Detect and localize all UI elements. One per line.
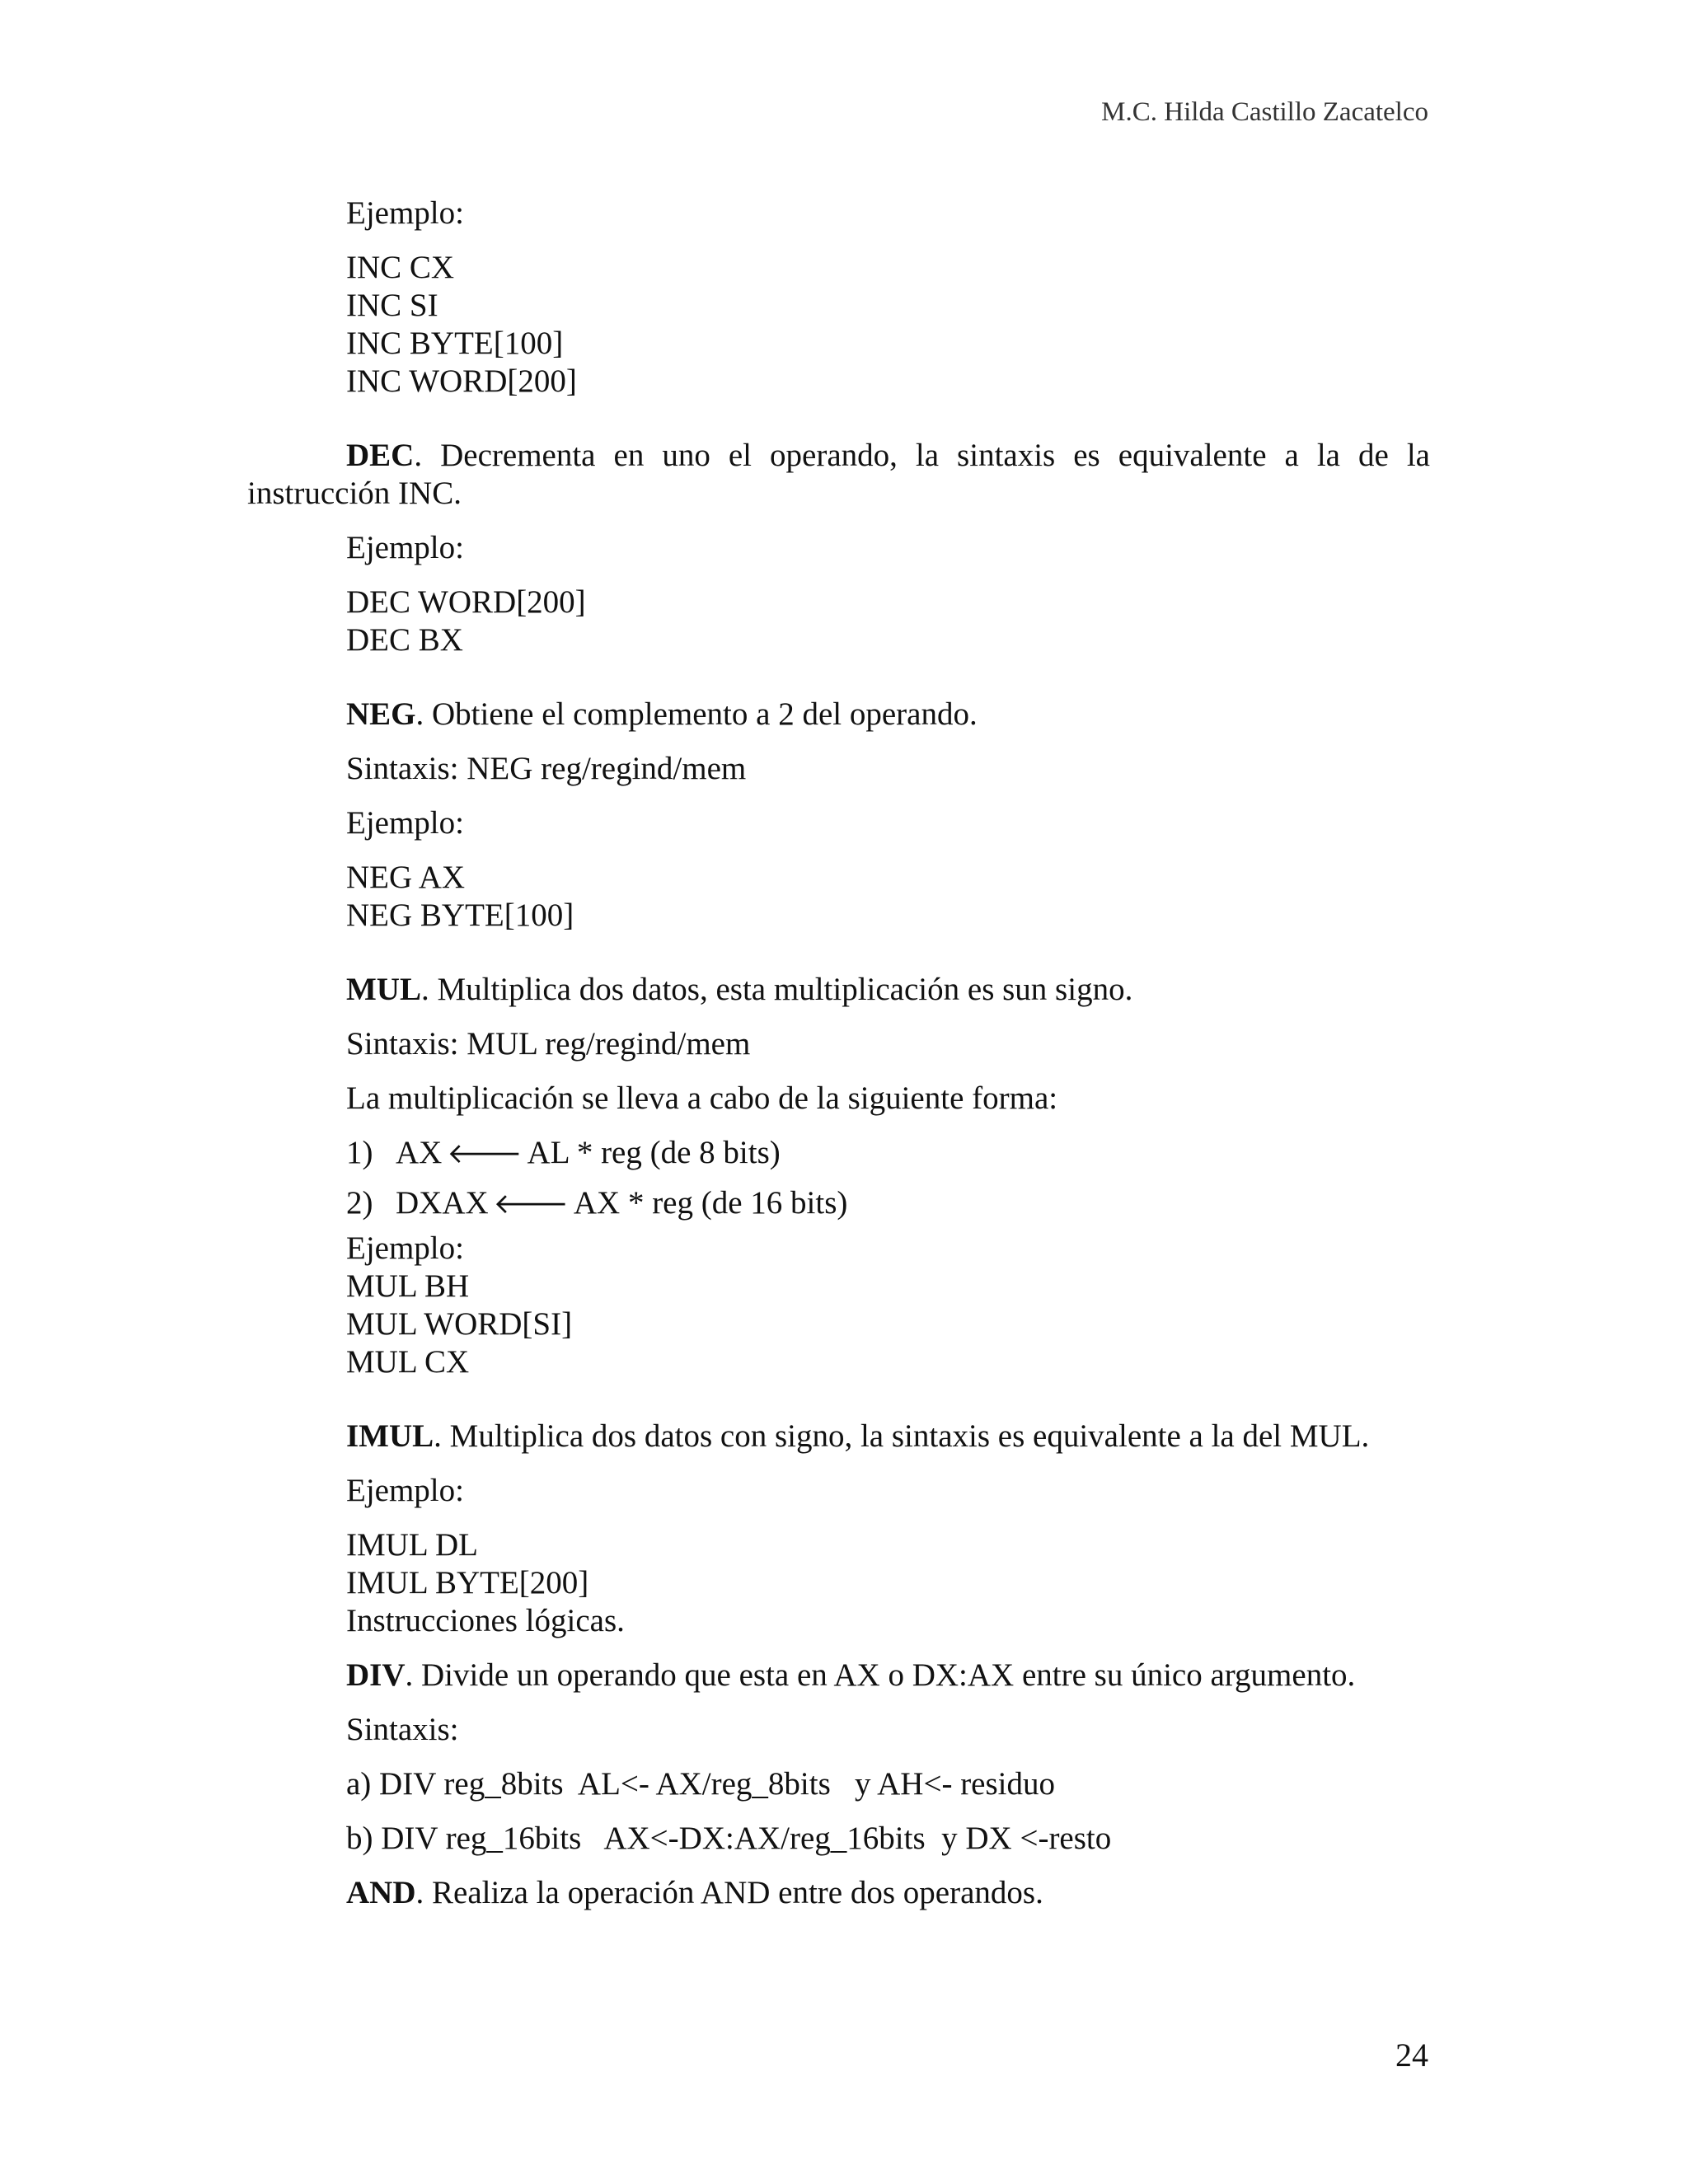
imul-description: . Multiplica dos datos con signo, la sintaxis es equivalente a la del MUL. [434, 1418, 1370, 1454]
imul-paragraph [247, 1418, 1430, 1455]
left-arrow-icon: 🡐 [493, 1188, 569, 1221]
imul-keyword: IMUL [346, 1418, 434, 1454]
code-line: DEC BX [346, 622, 463, 658]
dec-keyword: DEC [346, 438, 415, 473]
neg-example-label: Ejemplo: [346, 805, 464, 841]
div-keyword: DIV [346, 1657, 406, 1693]
neg-syntax: Sintaxis: NEG reg/regind/mem [346, 751, 747, 786]
page-number: 24 [1395, 2036, 1428, 2074]
list-number: 1) [346, 1135, 373, 1170]
form-expr: AX * reg (de 16 bits) [573, 1185, 848, 1221]
code-line: IMUL DL [346, 1527, 478, 1563]
mul-example-block [247, 1230, 1430, 1381]
mul-forms-list [247, 1134, 1430, 1223]
div-description: . Divide un operando que esta en AX o DX:AX entre su único argumento. [405, 1657, 1356, 1693]
form-expr: AL * reg (de 8 bits) [527, 1135, 781, 1170]
and-keyword: AND [346, 1875, 416, 1910]
mul-keyword: MUL [346, 972, 421, 1007]
code-line: INC BYTE[100] [346, 326, 564, 361]
list-number: 2) [346, 1185, 373, 1221]
page-header: M.C. Hilda Castillo Zacatelco [1101, 97, 1428, 127]
div-syntax: Sintaxis: [346, 1712, 459, 1747]
div-option-b: b) DIV reg_16bits AX<-DX:AX/reg_16bits y DX <-resto [346, 1821, 1112, 1856]
mul-description: . Multiplica dos datos, esta multiplicación es sun signo. [421, 972, 1133, 1007]
inc-example-label: Ejemplo: [346, 195, 464, 231]
code-line: INC SI [346, 288, 438, 323]
and-description: . Realiza la operación AND entre dos operandos. [415, 1875, 1043, 1910]
dec-description: . Decrementa en uno el operando, la sintaxis es equivalente a la de la instrucción INC. [247, 438, 1430, 511]
code-line: NEG AX [346, 860, 466, 895]
code-line: IMUL BYTE[200] [346, 1565, 589, 1601]
and-paragraph [247, 1874, 1430, 1912]
document-body [247, 194, 1430, 1912]
mul-syntax: Sintaxis: MUL reg/regind/mem [346, 1026, 751, 1062]
imul-code-block [247, 1526, 1430, 1640]
list-item [346, 1184, 1430, 1223]
code-line: NEG BYTE[100] [346, 898, 574, 933]
code-line: INC WORD[200] [346, 363, 577, 399]
neg-code-block [247, 859, 1430, 935]
code-line: MUL BH [346, 1268, 470, 1304]
code-line: DEC WORD[200] [346, 584, 586, 620]
inc-code-block [247, 249, 1430, 401]
code-line: MUL WORD[SI] [346, 1306, 573, 1342]
left-arrow-icon: 🡐 [447, 1137, 523, 1170]
neg-paragraph [247, 696, 1430, 733]
dec-code-block [247, 583, 1430, 659]
code-line: MUL CX [346, 1344, 470, 1380]
form-dest: DXAX [396, 1185, 489, 1221]
section-label: Instrucciones lógicas. [346, 1603, 625, 1638]
form-dest: AX [396, 1135, 443, 1170]
dec-paragraph [247, 437, 1430, 513]
mul-form-intro: La multiplicación se lleva a cabo de la siguiente forma: [346, 1080, 1058, 1116]
neg-keyword: NEG [346, 696, 416, 732]
list-item [346, 1134, 1430, 1173]
mul-paragraph [247, 971, 1430, 1009]
dec-example-label: Ejemplo: [346, 530, 464, 565]
neg-description: . Obtiene el complemento a 2 del operando. [415, 696, 978, 732]
code-line: INC CX [346, 250, 455, 285]
imul-example-label: Ejemplo: [346, 1473, 464, 1508]
div-paragraph [247, 1657, 1430, 1694]
mul-example-label: Ejemplo: [346, 1230, 464, 1266]
div-option-a: a) DIV reg_8bits AL<- AX/reg_8bits y AH<- residuo [346, 1766, 1055, 1802]
